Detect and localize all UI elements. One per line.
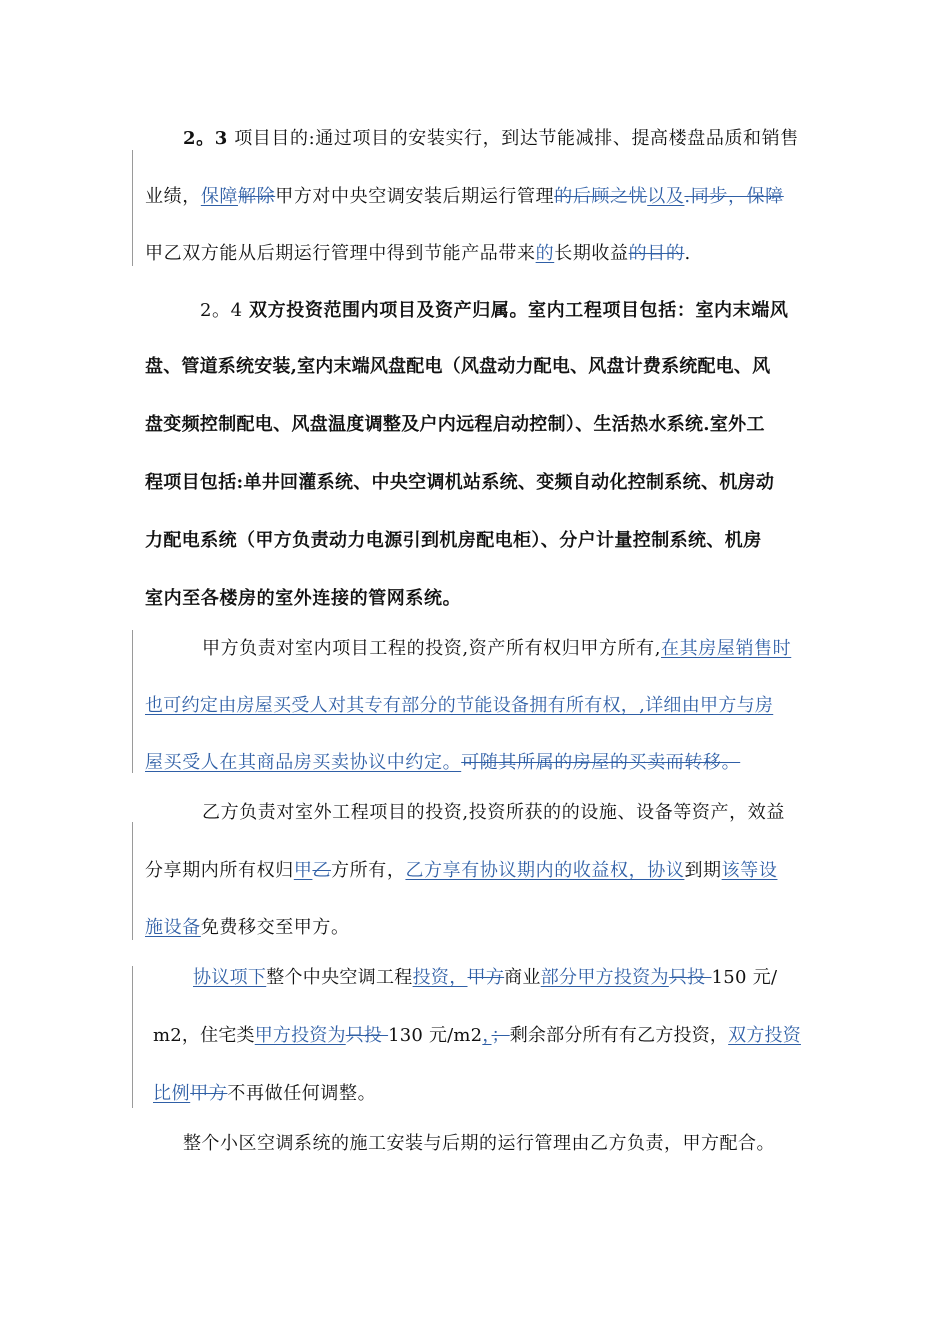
deletion: 只投	[668, 967, 712, 988]
p24-line-6: 室内至各楼房的室外连接的管网系统。	[145, 588, 462, 609]
deletion: 的后顾之忧	[554, 186, 648, 207]
insertion: 保障	[200, 186, 239, 207]
text: m2，住宅类	[153, 1025, 255, 1046]
text: 不再做任何调整。	[227, 1083, 377, 1104]
deletion: .同步，保障	[684, 186, 784, 207]
text: 甲方负责对室内项目工程的投资,资产所有权归甲方所有,	[202, 638, 662, 659]
deletion: 解除	[238, 186, 276, 207]
p23-line-2	[145, 185, 784, 209]
text: 130 元/m2	[388, 1025, 483, 1046]
pxy-line-2	[153, 1024, 801, 1048]
deletion: 可随其所属的房屋的买卖而转移。	[461, 752, 741, 773]
p24-line-3: 盘变频控制配电、风盘温度调整及户内远程启动控制）、生活热水系统.室外工	[145, 414, 765, 435]
change-bar	[132, 822, 133, 940]
text: 甲方对中央空调安装后期运行管理	[275, 186, 555, 207]
text: .	[684, 243, 691, 264]
text: 整个中央空调工程	[266, 967, 413, 988]
insertion: 屋买受人在其商品房买卖协议中约定。	[145, 752, 462, 773]
text: 业绩，	[145, 186, 201, 207]
p23-line-3	[145, 242, 691, 266]
pxy-line-1	[193, 966, 777, 990]
change-bar	[132, 630, 133, 773]
deletion: 只投	[345, 1025, 389, 1046]
insertion: 投资，	[412, 967, 468, 988]
text: 甲乙双方能从后期运行管理中得到节能产品带来	[145, 243, 536, 264]
insertion: 在其房屋销售时	[661, 638, 792, 659]
pyi-line-3	[145, 916, 350, 940]
insertion: 以及	[647, 186, 685, 207]
text: 剩余部分所有有乙方投资，	[509, 1025, 729, 1046]
p24-line-4: 程项目包括:单井回灌系统、中央空调机站系统、变频自动化控制系统、机房动	[145, 472, 775, 493]
pjia-line-3	[145, 751, 740, 775]
insertion: 施设备	[145, 917, 201, 938]
p23-line-1	[183, 127, 799, 151]
deletion: 的目的	[628, 243, 685, 264]
insertion: 双方投资	[728, 1025, 801, 1046]
text: 长期收益	[554, 243, 629, 264]
text: 项目目的:通过项目的安装实行，到达节能减排、提高楼盘品质和销售	[234, 128, 799, 149]
pxy-line-3	[153, 1082, 376, 1106]
insertion: 乙方享有协议期内的收益权，协议	[405, 860, 685, 881]
insertion: 协议项下	[193, 967, 267, 988]
plast-line-1: 整个小区空调系统的施工安装与后期的运行管理由乙方负责，甲方配合。	[183, 1133, 775, 1154]
change-bar	[132, 966, 133, 1108]
insertion: 比例	[153, 1083, 191, 1104]
section-number: 2。4	[200, 300, 243, 321]
text: 乙方负责对室外工程项目的投资,投资所获的的设施、设备等资产，效益	[202, 802, 785, 823]
deletion: 甲方	[467, 967, 505, 988]
insertion: 该等设	[721, 860, 778, 881]
p24-line-2: 盘、管道系统安装,室内末端风盘配电（风盘动力配电、风盘计费系统配电、风	[145, 356, 771, 377]
text: 方所有，	[331, 860, 406, 881]
insertion: 也可约定由房屋买受人对其专有部分的节能设备拥有所有权，,详细由甲方与房	[145, 695, 774, 716]
deletion: 乙	[312, 860, 332, 881]
text: 商业	[504, 967, 541, 988]
text: 免费移交至甲方。	[200, 917, 350, 938]
deletion: 甲方	[190, 1083, 228, 1104]
p24-line-5: 力配电系统（甲方负责动力电源引到机房配电柜）、分户计量控制系统、机房	[145, 530, 762, 551]
pjia-line-1	[202, 637, 791, 661]
p24-line-1	[200, 299, 788, 323]
pyi-line-1	[202, 801, 785, 825]
insertion: 的	[535, 243, 555, 264]
pyi-line-2	[145, 859, 777, 883]
pjia-line-2	[145, 694, 773, 718]
insertion: 甲方投资为	[254, 1025, 346, 1046]
text: 150 元/	[711, 967, 778, 988]
text: 双方投资范围内项目及资产归属。室内工程项目包括：室内末端风	[249, 300, 789, 321]
insertion: 甲	[293, 860, 313, 881]
text: 到期	[684, 860, 722, 881]
insertion: 部分甲方投资为	[540, 967, 669, 988]
insertion: ，	[482, 1025, 492, 1046]
deletion: ；	[491, 1025, 510, 1046]
text: 分享期内所有权归	[145, 860, 294, 881]
section-number: 2。3	[183, 128, 228, 149]
change-bar	[132, 150, 133, 266]
